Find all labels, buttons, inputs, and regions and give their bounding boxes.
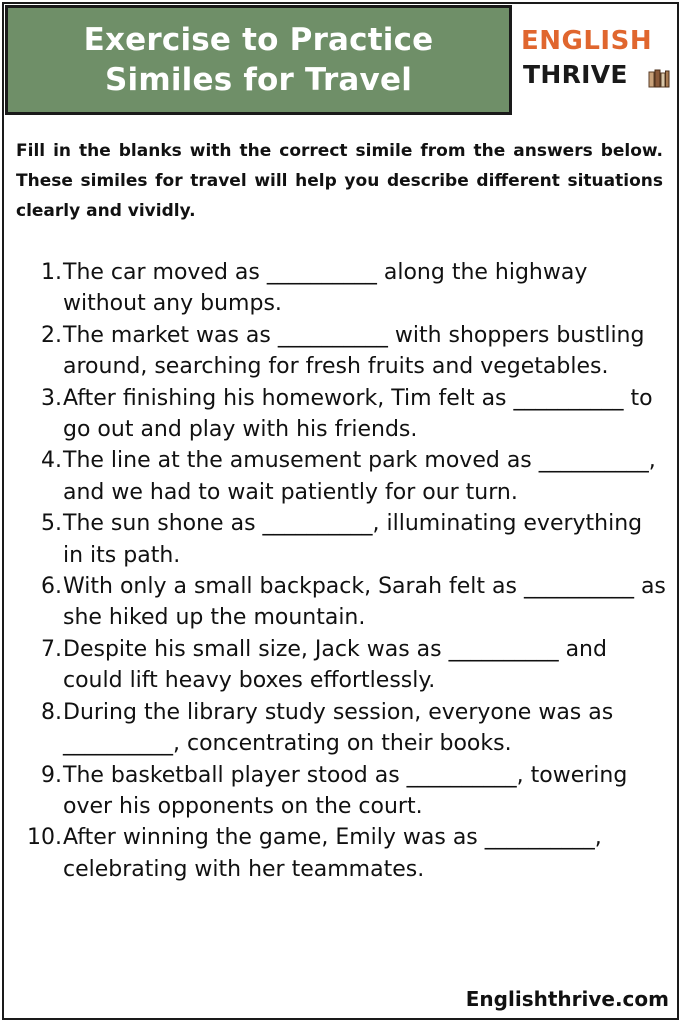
exercise-sentence: The basketball player stood as __________, towering over his opponents on the court. — [63, 762, 628, 819]
exercise-sentence: The car moved as __________ along the highway without any bumps. — [63, 260, 588, 317]
exercise-sentence: The market was as __________ with shoppers bustling around, searching for fresh fruits and vegetables. — [63, 322, 645, 380]
exercise-number: 2. — [41, 322, 62, 348]
exercise-sentence: After finishing his homework, Tim felt as __________ to go out and play with his friends. — [63, 385, 653, 443]
exercise-item — [12, 822, 667, 885]
exercise-sentence: The sun shone as __________, illuminating everything in its path. — [63, 511, 643, 568]
exercise-item — [12, 508, 667, 571]
logo-word-thrive: THRIVE — [523, 60, 628, 89]
exercise-sentence: The line at the amusement park moved as __________, and we had to wait patiently for our turn. — [63, 448, 656, 505]
exercise-sentence: During the library study session, everyone was as __________, concentrating on their books. — [63, 699, 614, 757]
exercise-sentence: After winning the game, Emily was as __________, celebrating with her teammates. — [63, 825, 602, 882]
exercise-number: 9. — [41, 762, 62, 788]
title-banner — [5, 5, 512, 115]
instructions-text: Fill in the blanks with the correct simile from the answers below. These similes for travel will help you describe different situations clearly and vividly. — [16, 141, 663, 221]
title-line-2: Similes for Travel — [104, 62, 413, 98]
exercise-number: 4. — [41, 448, 62, 474]
books-icon — [648, 68, 670, 88]
exercise-sentence: Despite his small size, Jack was as __________ and could lift heavy boxes effortlessly. — [63, 636, 607, 694]
english-thrive-logo — [521, 26, 671, 98]
exercise-number: 8. — [41, 699, 62, 725]
exercise-number: 7. — [41, 636, 62, 662]
exercise-number: 6. — [41, 574, 62, 600]
exercise-item — [12, 383, 667, 446]
title-line-1: Exercise to Practice — [83, 22, 434, 58]
exercise-list — [12, 257, 667, 885]
exercise-item — [12, 760, 667, 823]
exercise-number: 10. — [27, 825, 62, 851]
exercise-item — [12, 257, 667, 320]
exercise-item — [12, 697, 667, 760]
exercise-item — [12, 320, 667, 383]
exercise-sentence: With only a small backpack, Sarah felt as __________ as she hiked up the mountain. — [63, 574, 666, 631]
exercise-item — [12, 634, 667, 697]
exercise-item — [12, 445, 667, 508]
exercise-number: 1. — [41, 260, 62, 285]
exercise-item — [12, 571, 667, 634]
logo-word-english: ENGLISH — [521, 26, 653, 56]
exercise-number: 5. — [41, 511, 62, 537]
footer-website: Englishthrive.com — [465, 987, 669, 1011]
exercise-number: 3. — [41, 385, 62, 411]
